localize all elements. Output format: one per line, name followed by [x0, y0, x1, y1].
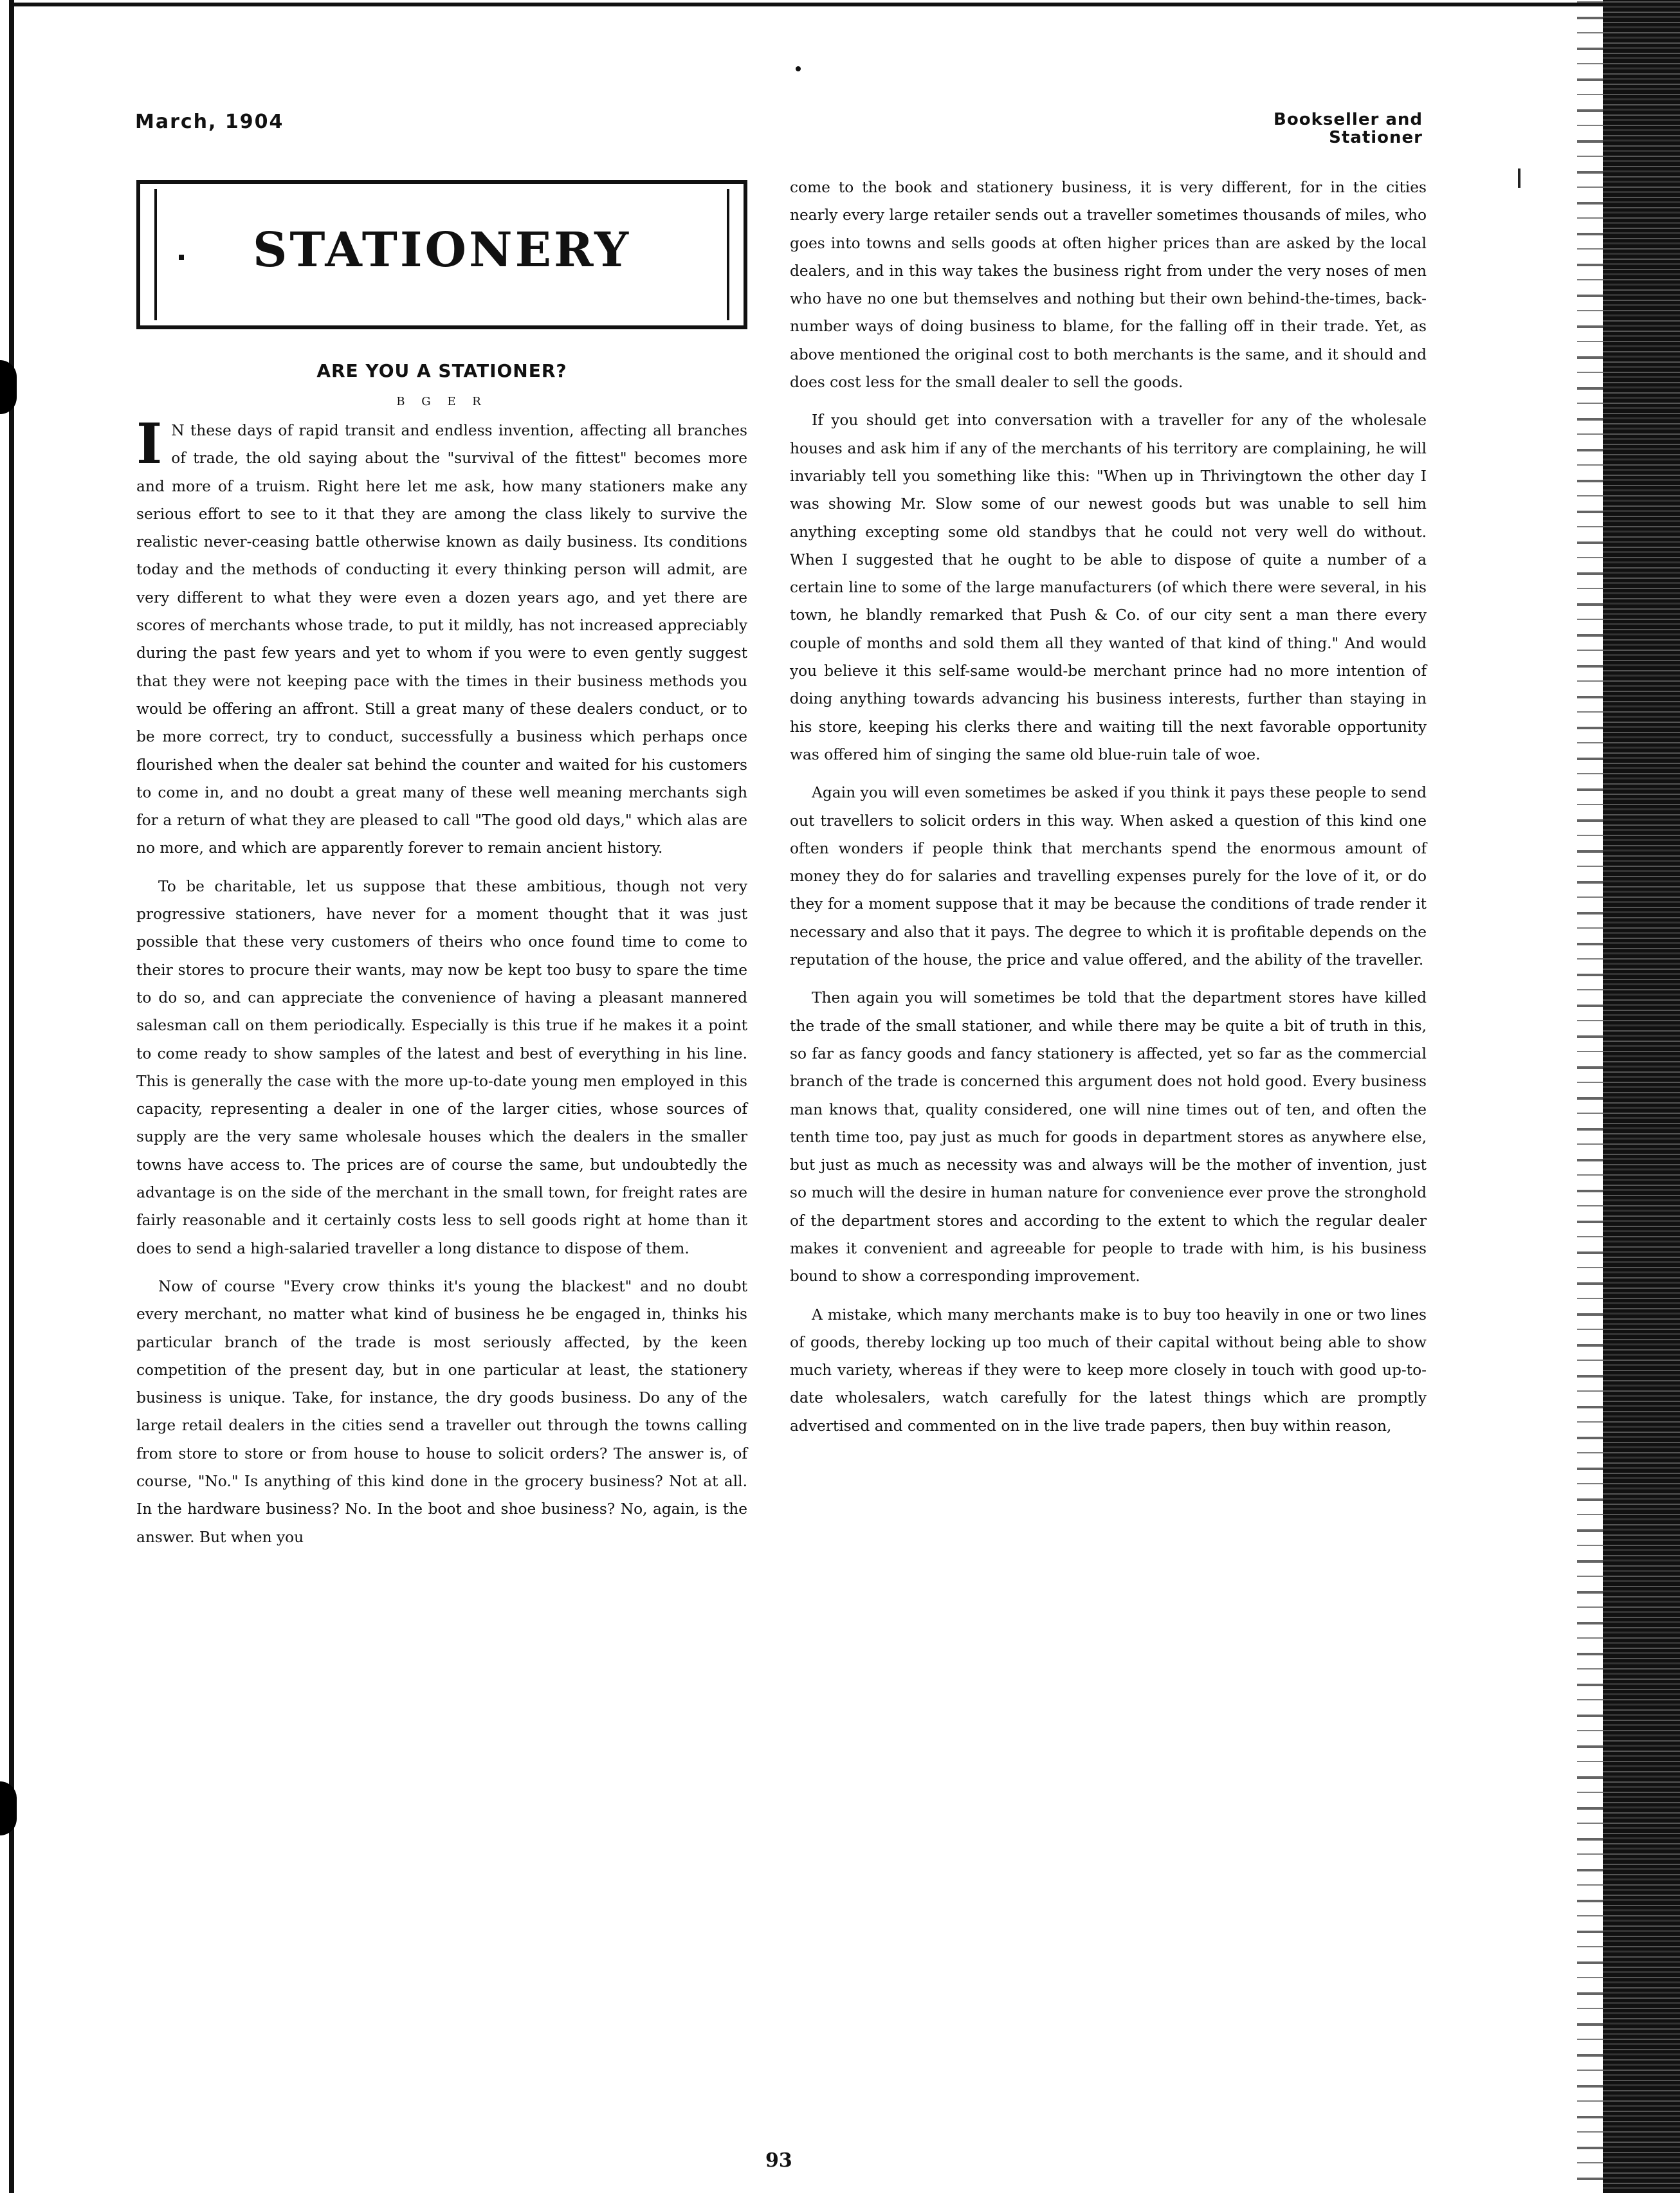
page-left-border: [9, 0, 14, 2193]
article-paragraph: come to the book and stationery business, it is very different, for in the cities nearly every large retailer sends out a traveller sometimes thousands of miles, who goes into towns and sells goods at often higher prices than are asked by the local dealers, and in this way takes the business right from under the very noses of men who have no one but themselves and nothing but their own behind-the-times, back-number ways of doing business to blame, for the falling off in their trade. Yet, as above mentioned the original cost to both merchants is the same, and it should and does cost less for the small dealer to sell the goods.: [790, 179, 1427, 392]
section-title: STATIONERY: [252, 223, 632, 278]
article-column-left: [136, 412, 747, 1551]
journal-name-line2: Stationer: [1329, 128, 1423, 147]
running-header-date: March, 1904: [135, 111, 284, 133]
punch-hole-icon: [0, 1781, 17, 1835]
article-column-right: [790, 174, 1427, 1440]
margin-mark: [1518, 168, 1520, 188]
article-paragraph: If you should get into conversation with a traveller for any of the wholesale houses and ask him if any of the merchants of his territory are complaining, he will invariably tell you something like this: "When up in Thrivingtown the other day I was showing Mr. Slow some of our newest goods but was unable to sell him anything excepting some old standbys that he could not very well do without. When I suggested that he ought to be able to dispose of quite a number of a certain line to some of the large manufacturers (of which there were several, in his town, he blandly remarked that Push & Co. of our city sent a man there every couple of months and sold them all they wanted of that kind of thing." And would you believe it this self-same would-be merchant prince had no more intention of doing anything towards advancing his business interests, further than staying in his store, keeping his clerks there and waiting till the next favorable opportunity was offered him of singing the same old blue-ruin tale of woe.: [790, 412, 1427, 763]
article-paragraph: Then again you will sometimes be told that the department stores have killed the trade of the small stationer, and while there may be quite a bit of truth in this, so far as fancy goods and fancy stationery is affected, yet so far as the commercial branch of the trade is concerned this argument does not hold good. Every business man knows that, quality considered, one will nine times out of ten, and often the tenth time too, pay just as much for goods in department stores as anywhere else, but just as much as necessity was and always will be the mother of invention, just so much will the desire in human nature for convenience ever prove the stronghold of the department stores and according to the extent to which the regular dealer makes it convenient and agreeable for people to trade with him, is his business bound to show a corresponding improvement.: [790, 989, 1427, 1286]
page-top-border: [9, 3, 1671, 6]
running-header-journal: [1274, 111, 1423, 147]
article-paragraph: Now of course "Every crow thinks it's young the blackest" and no doubt every merchant, no matter what kind of business he be engaged in, thinks his particular branch of the trade is most seriously affected, by the keen competition of the present day, but in one particular at least, the stationery business is unique. Take, for instance, the dry goods business. Do any of the large retail dealers in the cities send a traveller out through the towns calling from store to store or from house to house to solicit orders? The answer is, of course, "No." Is anything of this kind done in the grocery business? Not at all. In the hardware business? No. In the boot and shoe business? No, again, is the answer. But when you: [136, 1277, 747, 1546]
drop-cap: I: [136, 412, 163, 477]
journal-name-line1: Bookseller and: [1274, 110, 1423, 129]
article-title: ARE YOU A STATIONER?: [316, 360, 567, 381]
article-paragraph: To be charitable, let us suppose that these ambitious, though not very progressive stationers, have never for a moment thought that it was just possible that these very customers of theirs who once found time to come to their stores to procure their wants, may now be kept too busy to spare the time to do so, and can appreciate the convenience of having a pleasant mannered salesman call on them periodically. Especially is this true if he makes it a point to come ready to show samples of the latest and best of everything in his line. This is generally the case with the more up-to-date young men employed in this capacity, representing a dealer in one of the larger cities, whose sources of supply are the very same wholesale houses which the dealers in the smaller towns have access to. The prices are of course the same, but undoubtedly the advantage is on the side of the merchant in the small town, for freight rates are fairly reasonable and it certainly costs less to sell goods right at home than it does to send a high-salaried traveller a long distance to dispose of them.: [136, 877, 747, 1257]
article-paragraph: [136, 412, 747, 862]
article-byline: B G E R: [396, 395, 488, 408]
section-title-box: [136, 180, 747, 329]
paragraph-text: N these days of rapid transit and endless invention, affecting all branches of trade, the old saying about the "survival of the fittest" becomes more and more of a truism. Right here let me ask, how many stationers make any serious effort to see to it that they are among the class likely to survive the realistic never-ceasing battle otherwise known as daily business. Its conditions today and the methods of conducting it every thinking person will admit, are very different to what they were even a dozen years ago, and yet there are scores of merchants whose trade, to put it mildly, has not increased appreciably during the past few years and yet to whom if you were to even gently suggest that they were not keeping pace with the times in their business methods you would be offering an affront. Still a great many of these dealers conduct, or to be more correct, try to conduct, successfully a business which perhaps once flourished when the dealer sat behind the counter and waited for his customers to come in, and no doubt a great many of these well meaning merchants sigh for a return of what they are pleased to call "The good old days," which alas are no more, and which are apparently forever to remain ancient history.: [136, 422, 747, 857]
speck-mark: [796, 66, 801, 71]
binding-edge: [1603, 0, 1680, 2193]
article-paragraph: Again you will even sometimes be asked if you think it pays these people to send out travellers to solicit orders in this way. When asked a question of this kind one often wonders if people think that merchants spend the enormous amount of money they do for salaries and travelling expenses purely for the love of it, or do they for a moment suppose that it may be because the conditions of trade render it necessary and also that it pays. The degree to which it is profitable depends on the reputation of the house, the price and value offered, and the ability of the traveller.: [790, 784, 1427, 969]
article-paragraph: A mistake, which many merchants make is to buy too heavily in one or two lines of goods, thereby locking up too much of their capital without being able to show much variety, whereas if they were to keep more closely in touch with good up-to-date wholesalers, watch carefully for the latest things which are promptly advertised and commented on in the live trade papers, then buy within reason,: [790, 1306, 1427, 1435]
punch-hole-icon: [0, 360, 17, 414]
page-number: 93: [765, 2149, 792, 2172]
